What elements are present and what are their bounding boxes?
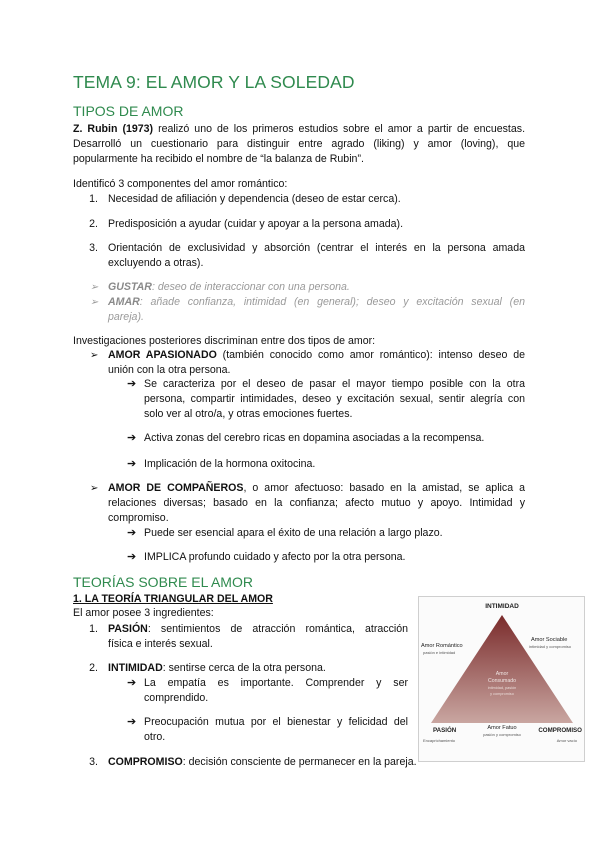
right-arrow-icon: ➔ <box>127 432 137 444</box>
investigations-intro: Investigaciones posteriores discriminan entre dos tipos de amor: <box>73 335 376 347</box>
triangle-top-label: INTIMIDAD <box>485 603 519 610</box>
triangle-bottom-side-label: Amor Fatuo <box>487 725 517 731</box>
list-number: 2. <box>89 662 98 674</box>
triangle-center-label: Amor <box>495 671 509 677</box>
triangle-center-label-2: Consumado <box>488 678 516 684</box>
companeros-sub-2: IMPLICA profundo cuidado y afecto por la otra persona. <box>144 551 406 563</box>
component-3-line-1: Orientación de exclusividad y absorción (centrar el interés en la persona amada <box>108 242 525 254</box>
love-triangle <box>431 615 573 723</box>
intimidad-line-1 <box>108 662 326 675</box>
page-title: TEMA 9: EL AMOR Y LA SOLEDAD <box>73 72 355 92</box>
right-arrow-icon: ➔ <box>127 458 137 470</box>
component-3-line-2: excluyendo a otras). <box>108 257 204 269</box>
apasionado-sub-1-line-3: solo ver al otro/a, y otras emociones fuertes. <box>144 408 353 420</box>
triangle-right-side-sub: intimidad y compromiso <box>529 644 572 649</box>
pasion-line-2: física e interés sexual. <box>108 638 213 650</box>
gustar-term: GUSTAR <box>108 281 152 293</box>
subheading-triangular: 1. LA TEORÍA TRIANGULAR DEL AMOR <box>73 593 273 605</box>
arrowhead-bullet-icon: ➢ <box>90 282 99 293</box>
triangle-right-side-label: Amor Sociable <box>531 637 568 643</box>
compromiso-term: COMPROMISO <box>108 756 183 768</box>
amar-text: : añade confianza, intimidad (en general); deseo y excitación sexual (en <box>139 296 525 308</box>
intro-line-1 <box>73 123 525 136</box>
apasionado-sub-3: Implicación de la hormona oxitocina. <box>144 458 316 470</box>
apasionado-line-1 <box>108 349 525 362</box>
intimidad-text: : sentirse cerca de la otra persona. <box>162 662 326 674</box>
list-number: 2. <box>89 218 98 230</box>
compromiso-text: : decisión consciente de permanecer en la pareja. <box>182 756 417 768</box>
triangle-right-corner-label: COMPROMISO <box>538 727 582 734</box>
companeros-line-3: compromiso. <box>108 512 169 524</box>
triangle-center-sub-2: y compromiso <box>490 692 514 696</box>
right-arrow-icon: ➔ <box>127 378 137 390</box>
triangle-figure <box>418 596 585 762</box>
amar-item-line-2: pareja). <box>108 311 144 323</box>
intro-line-1-text: realizó uno de los primeros estudios sobre el amor a partir de encuestas. <box>153 123 526 135</box>
right-arrow-icon: ➔ <box>127 527 137 539</box>
section-heading-teorias: TEORÍAS SOBRE EL AMOR <box>73 574 253 590</box>
intimidad-sub-2-line-1: Preocupación mutua por el bienestar y felicidad del <box>144 716 408 728</box>
companeros-text: , o amor afectuoso: basado en la amistad, se aplica a <box>243 482 525 494</box>
companeros-line-1 <box>108 482 525 495</box>
intro-line-3: popularmente ha recibido el nombre de “la balanza de Rubin”. <box>73 153 364 165</box>
amar-item-line-1 <box>108 296 525 309</box>
companeros-term: AMOR DE COMPAÑEROS <box>108 482 244 494</box>
apasionado-sub-2: Activa zonas del cerebro ricas en dopamina asociadas a la recompensa. <box>144 432 485 444</box>
triangle-left-side-label: Amor Romántico <box>421 643 463 649</box>
pasion-line-1 <box>108 623 408 636</box>
triangle-diagram <box>419 597 584 761</box>
companeros-sub-1: Puede ser esencial apara el éxito de una relación a largo plazo. <box>144 527 443 539</box>
right-arrow-icon: ➔ <box>127 677 137 689</box>
pasion-term: PASIÓN <box>108 623 148 635</box>
triangle-right-corner-sub: Amor vacío <box>556 738 577 743</box>
intimidad-sub-2-line-2: otro. <box>144 731 166 743</box>
list-number: 3. <box>89 756 98 768</box>
amar-term: AMAR <box>108 296 140 308</box>
component-1: Necesidad de afiliación y dependencia (deseo de estar cerca). <box>108 193 401 205</box>
triangle-left-corner-sub: Encaprichamiento <box>423 738 456 743</box>
ingredients-intro: El amor posee 3 ingredientes: <box>73 607 214 619</box>
apasionado-term: AMOR APASIONADO <box>108 349 217 361</box>
triangle-left-corner-label: PASIÓN <box>433 727 457 734</box>
list-number: 1. <box>89 623 98 635</box>
intimidad-term: INTIMIDAD <box>108 662 163 674</box>
intimidad-sub-1-line-1: La empatía es importante. Comprender y ser <box>144 677 408 689</box>
right-arrow-icon: ➔ <box>127 716 137 728</box>
compromiso-line <box>108 756 417 769</box>
section-heading-tipos: TIPOS DE AMOR <box>73 103 184 119</box>
list-number: 1. <box>89 193 98 205</box>
triangle-bottom-side-sub: pasión y compromiso <box>483 732 521 737</box>
apasionado-text: (también conocido como amor romántico): intenso deseo de <box>216 349 525 361</box>
triangle-center-sub-1: intimidad, pasión <box>487 686 517 690</box>
rubin-author: Z. Rubin (1973) <box>73 123 154 135</box>
right-arrow-icon: ➔ <box>127 551 137 563</box>
gustar-text: : deseo de interaccionar con una persona. <box>151 281 350 293</box>
arrowhead-bullet-icon: ➢ <box>90 297 99 308</box>
companeros-line-2: relaciones diversas; basado en la confianza; afecto mutuo y apoyo. Intimidad y <box>108 497 525 509</box>
intimidad-sub-1-line-2: comprendido. <box>144 692 209 704</box>
apasionado-sub-1-line-1: Se caracteriza por el deseo de pasar el mayor tiempo posible con la otra <box>144 378 525 390</box>
arrowhead-bullet-icon: ➢ <box>90 350 99 361</box>
intro-line-2: Desarrolló un cuestionario para distinguir entre agrado (liking) y amor (loving), que <box>73 138 525 150</box>
components-intro: Identificó 3 componentes del amor romántico: <box>73 178 288 190</box>
component-2: Predisposición a ayudar (cuidar y apoyar a la persona amada). <box>108 218 404 230</box>
apasionado-sub-1-line-2: persona, compartir intimidades, deseo y excitación sexual, sentir alegría con <box>144 393 525 405</box>
list-number: 3. <box>89 242 98 254</box>
gustar-item <box>108 281 350 294</box>
triangle-left-side-sub: pasión e intimidad <box>423 650 456 655</box>
apasionado-line-2: unión con la otra persona. <box>108 364 231 376</box>
pasion-text: : sentimientos de atracción romántica, atracción <box>147 623 408 635</box>
arrowhead-bullet-icon: ➢ <box>90 483 99 494</box>
